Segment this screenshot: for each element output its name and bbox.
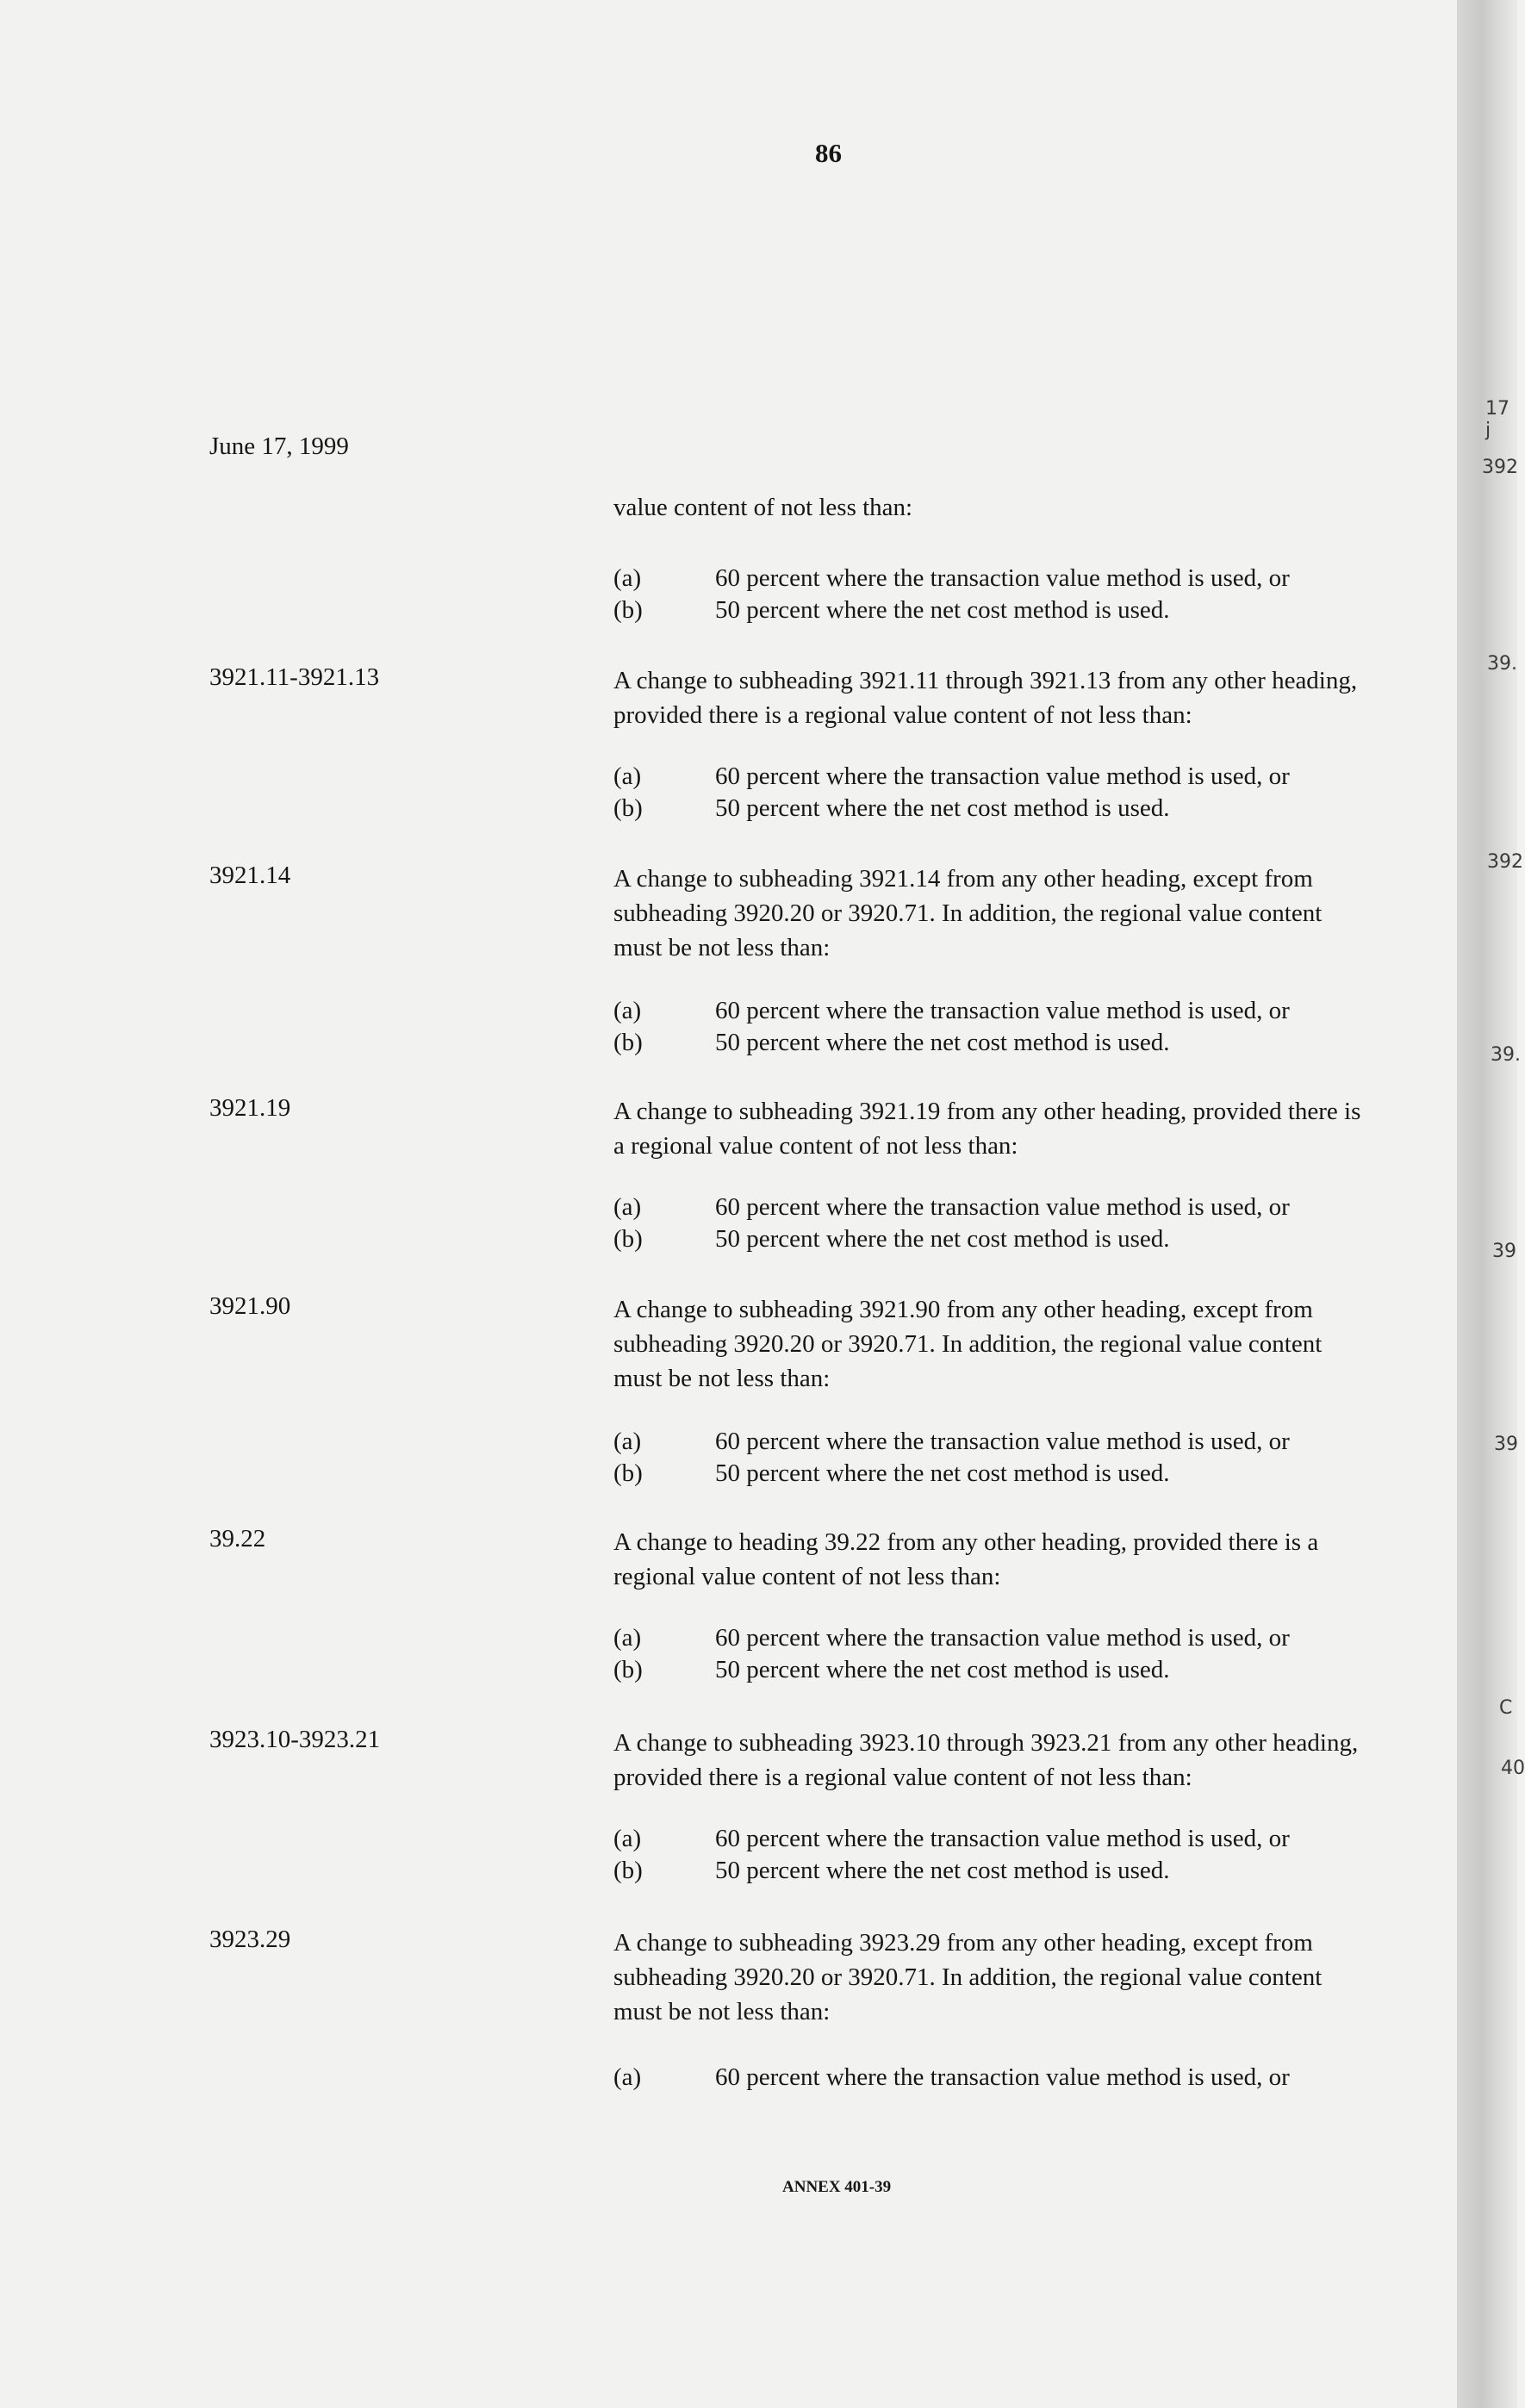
rule-line: subheading 3920.20 or 3920.71. In addition, the regional value content xyxy=(613,1330,1323,1358)
edge-fragment: 39. xyxy=(1491,1044,1521,1066)
option-text: 50 percent where the net cost method is used. xyxy=(715,1459,1170,1487)
option-row xyxy=(613,997,1441,1030)
scan-margin xyxy=(1457,0,1517,2408)
option-row xyxy=(613,596,1441,629)
tariff-code: 3921.11-3921.13 xyxy=(209,663,380,691)
option-row xyxy=(613,1225,1441,1258)
option-letter: (a) xyxy=(613,762,642,790)
rule-text xyxy=(613,1726,1441,1795)
option-row xyxy=(613,762,1441,795)
option-letter: (b) xyxy=(613,794,643,822)
edge-fragment: 39 xyxy=(1494,1434,1518,1455)
option-letter: (b) xyxy=(613,1225,643,1253)
document-date: June 17, 1999 xyxy=(209,432,349,460)
option-letter: (b) xyxy=(613,596,643,624)
option-text: 60 percent where the transaction value method is used, or xyxy=(715,1428,1290,1455)
rule-line: must be not less than: xyxy=(613,1998,831,2025)
option-letter: (a) xyxy=(613,1428,642,1455)
tariff-code: 3923.10-3923.21 xyxy=(209,1726,381,1753)
option-letter: (b) xyxy=(613,1029,643,1056)
edge-fragment: C xyxy=(1499,1697,1513,1719)
option-row xyxy=(613,564,1441,597)
option-letter: (b) xyxy=(613,1459,643,1487)
option-letter: (a) xyxy=(613,1624,642,1652)
option-text: 50 percent where the net cost method is used. xyxy=(715,1029,1170,1056)
option-row xyxy=(613,2063,1441,2096)
rule-line: A change to subheading 3923.10 through 3923.21 from any other heading, xyxy=(613,1729,1359,1757)
rule-line: regional value content of not less than: xyxy=(613,1563,1001,1590)
tariff-code: 3923.29 xyxy=(209,1926,291,1953)
edge-fragment: 17 j xyxy=(1485,398,1509,441)
continuation-text: value content of not less than: xyxy=(613,494,913,521)
option-row xyxy=(613,1656,1441,1689)
rule-line: A change to heading 39.22 from any other heading, provided there is a xyxy=(613,1528,1319,1556)
option-text: 50 percent where the net cost method is used. xyxy=(715,1656,1170,1683)
option-letter: (a) xyxy=(613,997,642,1024)
rule-text xyxy=(613,1525,1441,1594)
tariff-code: 3921.90 xyxy=(209,1292,291,1320)
option-text: 60 percent where the transaction value method is used, or xyxy=(715,564,1290,592)
rule-line: subheading 3920.20 or 3920.71. In addition, the regional value content xyxy=(613,1963,1323,1991)
option-letter: (a) xyxy=(613,1825,642,1852)
rule-text xyxy=(613,1292,1441,1396)
option-row xyxy=(613,1029,1441,1061)
rule-text xyxy=(613,663,1441,732)
option-text: 60 percent where the transaction value method is used, or xyxy=(715,1193,1290,1221)
edge-fragment: 392 xyxy=(1482,457,1518,478)
option-text: 60 percent where the transaction value method is used, or xyxy=(715,1624,1290,1652)
option-row xyxy=(613,1459,1441,1492)
rule-line: A change to subheading 3923.29 from any other heading, except from xyxy=(613,1929,1313,1957)
option-letter: (b) xyxy=(613,1857,643,1884)
rule-line: a regional value content of not less than: xyxy=(613,1132,1018,1160)
rule-line: must be not less than: xyxy=(613,934,831,961)
option-row xyxy=(613,1857,1441,1889)
rule-line: provided there is a regional value content of not less than: xyxy=(613,701,1192,729)
option-text: 60 percent where the transaction value method is used, or xyxy=(715,1825,1290,1852)
rule-text xyxy=(613,1094,1441,1163)
page-number: 86 xyxy=(815,138,842,168)
option-letter: (a) xyxy=(613,564,642,592)
rule-line: must be not less than: xyxy=(613,1365,831,1392)
rule-text xyxy=(613,1926,1441,2029)
option-letter: (a) xyxy=(613,2063,642,2091)
rule-line: subheading 3920.20 or 3920.71. In addition, the regional value content xyxy=(613,899,1323,927)
option-row xyxy=(613,1825,1441,1857)
option-row xyxy=(613,1624,1441,1657)
option-letter: (b) xyxy=(613,1656,643,1683)
annex-footer: ANNEX 401-39 xyxy=(782,2178,892,2196)
option-text: 60 percent where the transaction value method is used, or xyxy=(715,762,1290,790)
option-text: 50 percent where the net cost method is used. xyxy=(715,794,1170,822)
option-text: 50 percent where the net cost method is used. xyxy=(715,1225,1170,1253)
tariff-code: 39.22 xyxy=(209,1525,266,1552)
tariff-code: 3921.14 xyxy=(209,862,291,889)
option-row xyxy=(613,1428,1441,1460)
tariff-code: 3921.19 xyxy=(209,1094,291,1122)
option-text: 50 percent where the net cost method is used. xyxy=(715,596,1170,624)
edge-fragment: 392 xyxy=(1487,851,1523,873)
rule-line: A change to subheading 3921.11 through 3921.13 from any other heading, xyxy=(613,667,1358,694)
option-text: 50 percent where the net cost method is used. xyxy=(715,1857,1170,1884)
rule-line: A change to subheading 3921.19 from any other heading, provided there is xyxy=(613,1098,1361,1125)
rule-line: provided there is a regional value content of not less than: xyxy=(613,1764,1192,1791)
option-letter: (a) xyxy=(613,1193,642,1221)
edge-fragment: 40 xyxy=(1501,1758,1525,1779)
edge-fragment: 39 xyxy=(1492,1241,1516,1262)
option-row xyxy=(613,794,1441,827)
rule-text xyxy=(613,862,1441,965)
option-row xyxy=(613,1193,1441,1226)
edge-fragment: 39. xyxy=(1487,653,1517,675)
rule-line: A change to subheading 3921.90 from any other heading, except from xyxy=(613,1296,1313,1323)
rule-line: A change to subheading 3921.14 from any other heading, except from xyxy=(613,865,1313,893)
option-text: 60 percent where the transaction value method is used, or xyxy=(715,997,1290,1024)
option-text: 60 percent where the transaction value method is used, or xyxy=(715,2063,1290,2091)
